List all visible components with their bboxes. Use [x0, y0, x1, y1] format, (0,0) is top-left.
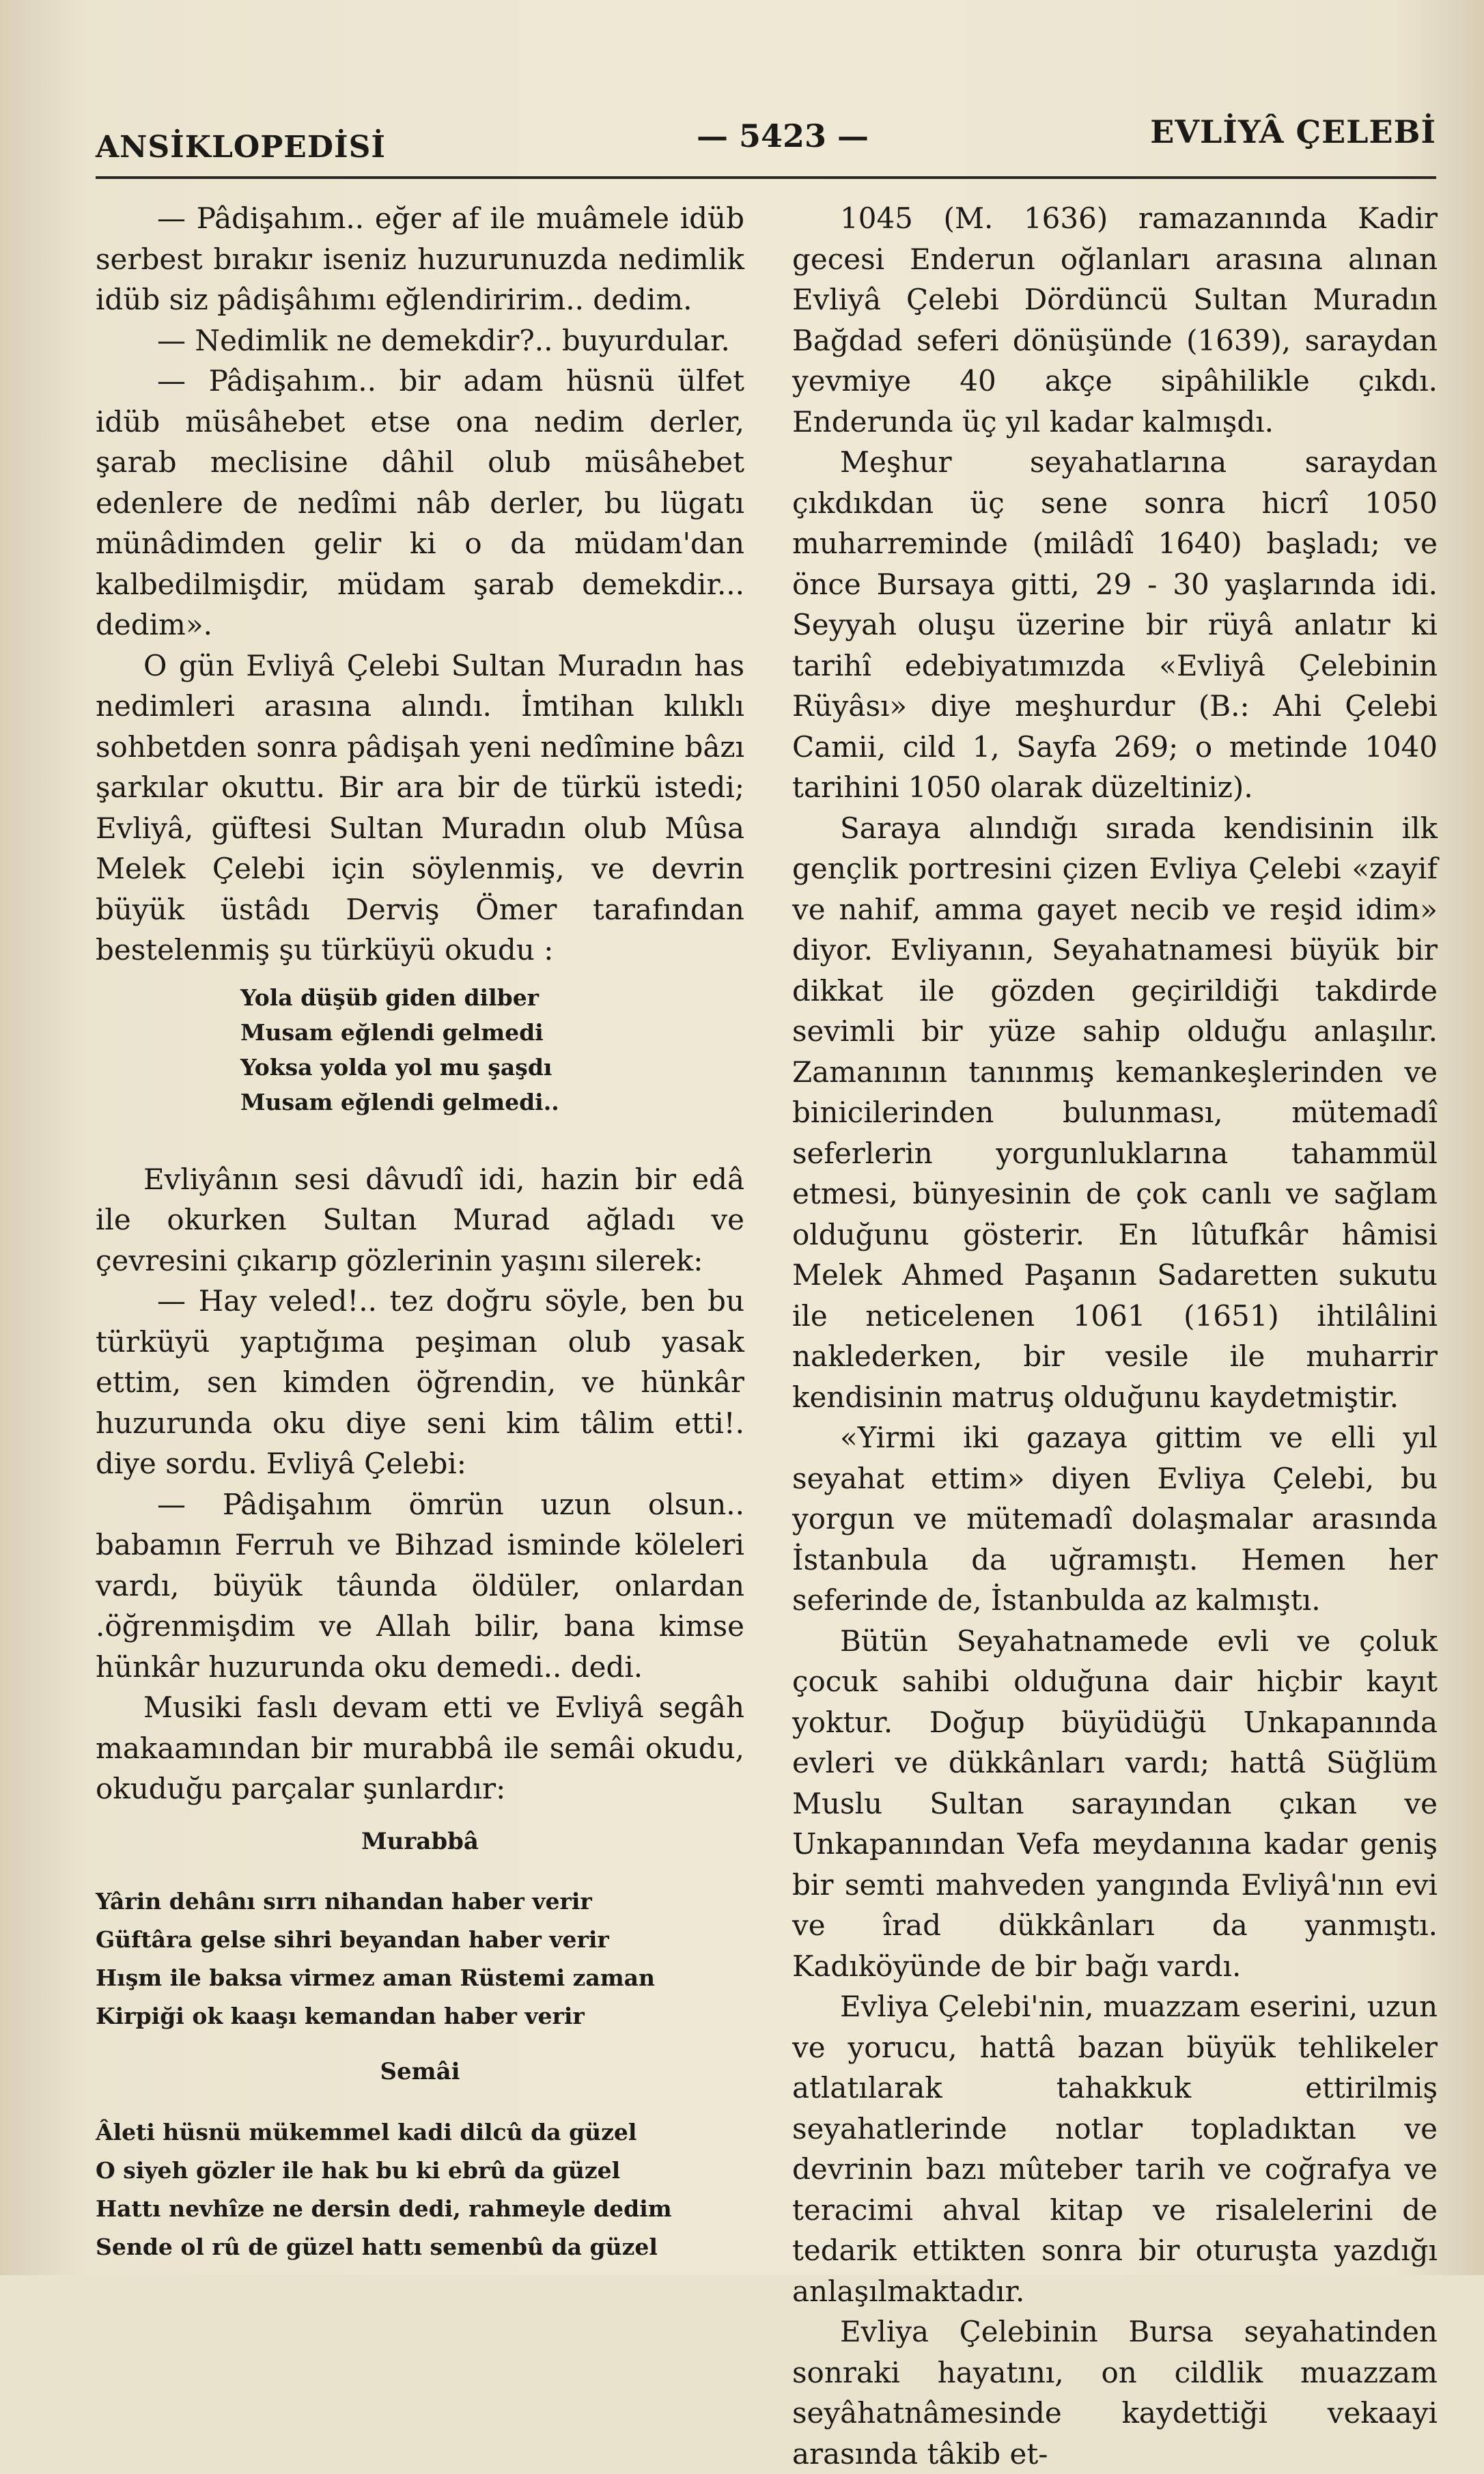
paragraph: — Nedimlik ne demekdir?.. buyurdular.: [157, 323, 730, 357]
left-column: [96, 198, 744, 2283]
paragraph: Meşhur seyahatlarına saraydan çıkdıkdan üç sene sonra hicrî 1050 muharreminde (milâdî 1640) başladı; ve önce Bursaya gitti, 29 - 30 yaşlarında idi. Seyyah oluşu üzerine bir rüyâ anlatır ki tarihî edebiyatımızda «Evliyâ Çelebinin Rüyâsı» diye meşhurdur (B.: Ahi Çelebi Camii, cild 1, Sayfa 269; o metinde 1040 tarihini 1050 olarak düzeltiniz).: [792, 445, 1438, 804]
verse-line: Musam eğlendi gelmedi: [240, 1018, 544, 1046]
header-entry-title: EVLİYÂ ÇELEBİ: [1150, 113, 1436, 150]
semai-title: Semâi: [380, 2058, 460, 2085]
paragraph: Musiki faslı devam etti ve Evliyâ segâh makaamından bir murabbâ ile semâi okudu, okuduğu parçalar şunlardır:: [96, 1691, 744, 1805]
paragraph: — Pâdişahım.. eğer af ile muâmele idüb serbest bırakır iseniz huzurunuzda nedimlik idüb siz pâdişâhımı eğlendiririm.. dedim.: [96, 201, 744, 316]
verse-line: Musam eğlendi gelmedi..: [240, 1088, 559, 1115]
paragraph: Evliya Çelebinin Bursa seyahatinden sonraki hayatını, on cildlik muazzam seyâhatnâmesinde kaydettiği vekaayi arasında tâkib et-: [792, 2315, 1438, 2471]
poem-line: Sende ol rû de güzel hattı semenbû da güzel: [96, 2233, 658, 2260]
paragraph: Evliyânın sesi dâvudî idi, hazin bir edâ ile okurken Sultan Murad ağladı ve çevresini çıkarıp gözlerinin yaşını silerek:: [96, 1162, 744, 1277]
paragraph: Bütün Seyahatnamede evli ve çoluk çocuk sahibi olduğuna dair hiçbir kayıt yoktur. Doğup büyüdüğü Unkapanında evleri ve dükkânları vardı; hattâ Süğlüm Muslu Sultan sarayından çıkan ve Unkapanından Vefa meydanına kadar geniş bir semti mahveden yangında Evliyâ'nın evi ve îrad dükkânları da yanmıştı. Kadıköyünde de bir bağı vardı.: [792, 1624, 1438, 1983]
paragraph: — Pâdişahım ömrün uzun olsun.. babamın Ferruh ve Bihzad isminde köleleri vardı, büyük tâunda öldüler, onlardan .öğrenmişdim ve Allah bilir, bana kimse hünkâr huzurunda oku demedi.. dedi.: [96, 1487, 744, 1684]
paragraph: — Hay veled!.. tez doğru söyle, ben bu türküyü yaptığıma peşiman olub yasak ettim, sen kimden öğrendin, ve hünkâr huzurunda oku diye seni kim tâlim etti!. diye sordu. Evliyâ Çelebi:: [96, 1284, 744, 1480]
poem-line: O siyeh gözler ile hak bu ki ebrû da güzel: [96, 2156, 621, 2184]
poem-line: Hışm ile baksa virmez aman Rüstemi zaman: [96, 1964, 656, 1991]
semai-poem: [96, 2113, 744, 2266]
poem-line: Kirpiği ok kaaşı kemandan haber verir: [96, 2003, 585, 2029]
header-page-number: — 5423 —: [697, 117, 869, 154]
paragraph: O gün Evliyâ Çelebi Sultan Muradın has nedimleri arasına alındı. İmtihan kılıklı sohbetden sonra pâdişah yeni nedîmine bâzı şarkılar okuttu. Bir ara bir de türkü istedi; Evliyâ, güftesi Sultan Muradın olub Mûsa Melek Çelebi için söylenmiş, ve devrin büyük üstâdı Derviş Ömer tarafından bestelenmiş şu türküyü okudu :: [96, 648, 744, 967]
spacer: [96, 1129, 744, 1159]
paragraph: «Yirmi iki gazaya gittim ve elli yıl seyahat ettim» diyen Evliya Çelebi, bu yorgun ve mütemadî dolaşmalar arasında İstanbula da uğramıştı. Hemen her seferinde de, İstanbulda az kalmıştı.: [792, 1421, 1438, 1617]
verse-line: Yola düşüb giden dilber: [240, 984, 540, 1011]
murabba-poem: [96, 1882, 744, 2035]
paragraph: Evliya Çelebi'nin, muazzam eserini, uzun ve yorucu, hattâ bazan büyük tehlikeler atlatılarak tahakkuk ettirilmiş seyahatlerinde notlar topladıktan ve devrinin bazı mûteber tarih ve coğrafya ve teracimi ahval kitap ve risalelerini de tedarik ettikten sonra bir oturuşta yazdığı anlaşılmaktadır.: [792, 1990, 1438, 2308]
right-column: [792, 198, 1438, 2474]
poem-line: Hattı nevhîze ne dersin dedi, rahmeyle dedim: [96, 2195, 672, 2222]
header-encyclopedia-title: ANSİKLOPEDİSİ: [96, 130, 386, 165]
paragraph: — Pâdişahım.. bir adam hüsnü ülfet idüb müsâhebet etse ona nedim derler, şarab meclisine dâhil olub müsâhebet edenlere de nedîmi nâb derler, bu lügatı münâdimden gelir ki o da müdam'dan kalbedilmişdir, müdam şarab demekdir... dedim».: [96, 364, 744, 641]
poem-line: Yârin dehânı sırrı nihandan haber verir: [96, 1888, 592, 1915]
paragraph: 1045 (M. 1636) ramazanında Kadir gecesi Enderun oğlanları arasına alınan Evliyâ Çelebi Dördüncü Sultan Muradın Bağdad seferi dönüşünde (1639), saraydan yevmiye 40 akçe sipâhilikle çıkdı. Enderunda üç yıl kadar kalmışdı.: [792, 201, 1438, 439]
poem-line: Güftâra gelse sihri beyandan haber verir: [96, 1926, 609, 1953]
paragraph: Saraya alındığı sırada kendisinin ilk gençlik portresini çizen Evliya Çelebi «zayif ve nahif, amma gayet necib ve reşid idim» diyor. Evliyanın, Seyahatnamesi büyük bir dikkat ile gözden geçirildiği takdirde sevimli bir yüze sahip olduğu anlaşılır. Zamanının tanınmış kemankeşlerinden ve binicilerinden bulunması, mütemadî seferlerin yorgunluklarına tahammül etmesi, bünyesinin de çok canlı ve sağlam olduğunu gösterir. En lûtufkâr hâmisi Melek Ahmed Paşanın Sadaretten sukutu ile neticelenen 1061 (1651) ihtilâlini naklederken, bir vesile ile muharrir kendisinin matruş olduğunu kaydetmiştir.: [792, 811, 1438, 1414]
poem-line: Âleti hüsnü mükemmel kadi dilcû da güzel: [96, 2118, 637, 2145]
verse-line: Yoksa yolda yol mu şaşdı: [240, 1053, 552, 1081]
page-header: [96, 102, 1436, 178]
turku-verse: [240, 980, 744, 1120]
header-rule: [96, 176, 1436, 179]
murabba-title: Murabbâ: [361, 1827, 479, 1855]
